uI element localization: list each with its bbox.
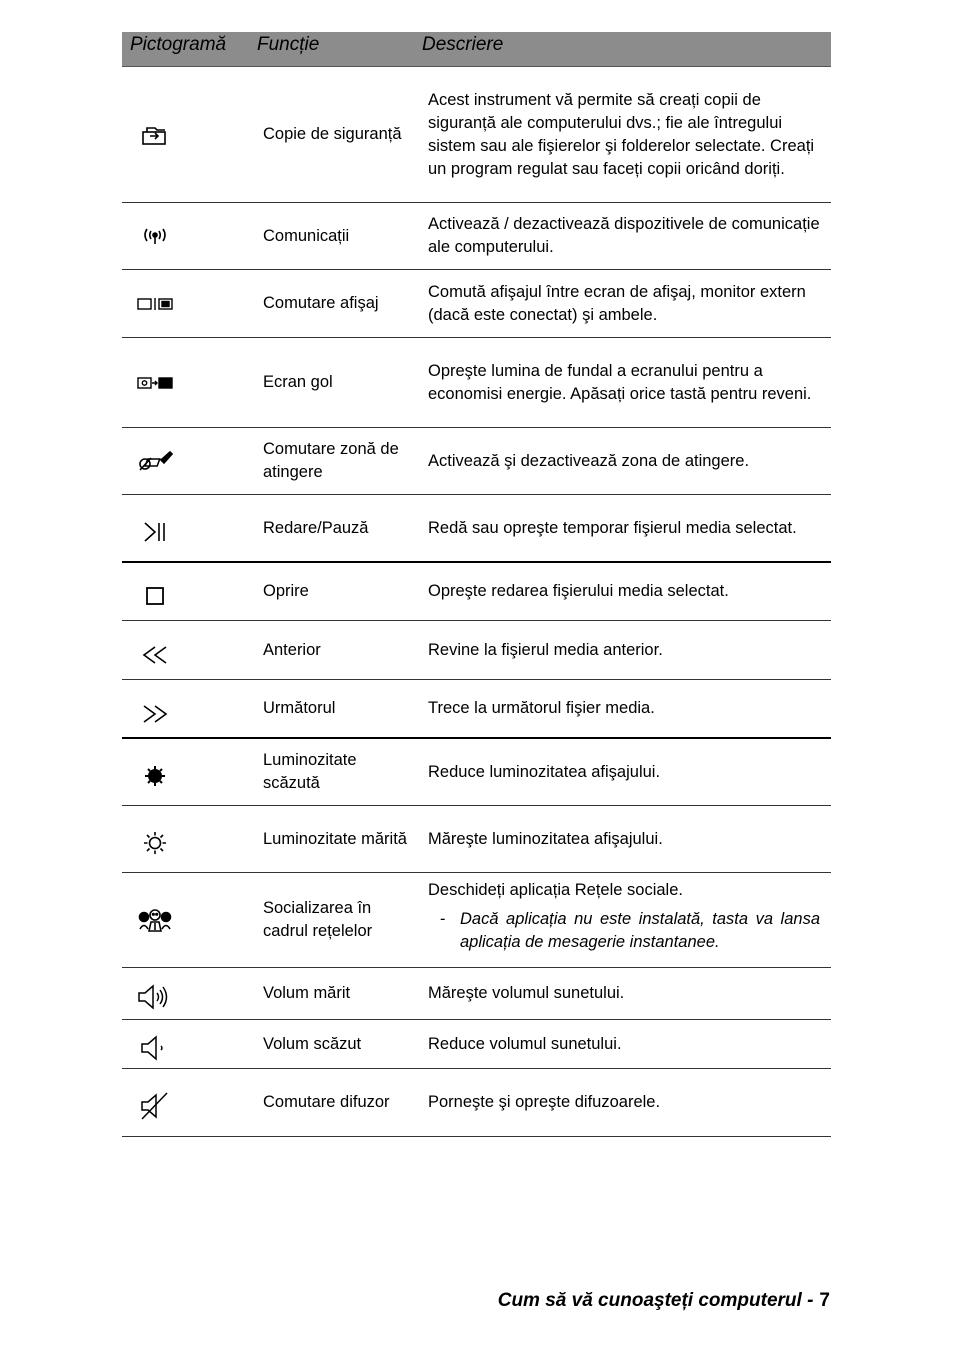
page-footer	[498, 1290, 830, 1312]
description-text: Reduce luminozitatea afişajului.	[428, 762, 661, 781]
function-label: Copie de siguranță	[263, 125, 402, 143]
function-label: Comutare afişaj	[263, 294, 379, 312]
description-text: Măreşte volumul sunetului.	[428, 984, 625, 1002]
next-icon	[122, 680, 188, 737]
description-text: Opreşte redarea fişierului media selectat.	[428, 582, 729, 600]
note	[428, 908, 820, 954]
table-row	[122, 680, 831, 739]
description-text: Activează şi dezactivează zona de atingere.	[428, 451, 750, 470]
function-label: Ecran gol	[263, 373, 333, 391]
function-label: Oprire	[263, 582, 309, 600]
table-row	[122, 1020, 831, 1069]
play-pause-icon	[122, 495, 188, 561]
table-row	[122, 873, 831, 968]
table-row	[122, 563, 831, 621]
description-text: Revine la fişierul media anterior.	[428, 640, 663, 659]
header-description: Descriere	[422, 34, 504, 55]
touchpad-toggle-icon	[122, 428, 188, 494]
table-row	[122, 1069, 831, 1137]
wireless-icon	[122, 203, 188, 269]
speaker-mute-icon	[122, 1069, 188, 1136]
volume-up-icon	[122, 968, 188, 1019]
screen-blank-icon	[122, 338, 188, 427]
header-icon: Pictogramă	[130, 34, 227, 55]
description-text: Redă sau opreşte temporar fişierul media selectat.	[428, 518, 797, 537]
stop-icon	[122, 563, 188, 620]
function-label: Luminozitate scăzută	[263, 751, 357, 792]
description-text: Trece la următorul fişier media.	[428, 699, 655, 717]
description-text: Măreşte luminozitatea afişajului.	[428, 829, 663, 848]
table-row	[122, 428, 831, 495]
table-row	[122, 495, 831, 563]
volume-down-icon	[122, 1020, 188, 1068]
function-label: Comutare difuzor	[263, 1093, 390, 1111]
function-label: Volum scăzut	[263, 1034, 362, 1053]
function-label: Comutare zonă de atingere	[263, 440, 399, 481]
function-label: Anterior	[263, 640, 321, 659]
function-label: Volum mărit	[263, 984, 351, 1002]
social-networks-icon	[122, 873, 188, 967]
table-row	[122, 203, 831, 270]
table-header	[122, 32, 831, 67]
table-row	[122, 806, 831, 873]
table-row	[122, 968, 831, 1020]
backup-icon	[122, 67, 188, 202]
description-text: Deschideți aplicația Rețele sociale.	[428, 881, 683, 899]
page-number: 7	[819, 1290, 830, 1311]
description-text: Opreşte lumina de fundal a ecranului pentru a economisi energie. Apăsați orice tastă pentru reveni.	[428, 361, 812, 403]
table-row	[122, 338, 831, 428]
description-text: Porneşte şi opreşte difuzoarele.	[428, 1093, 661, 1111]
previous-icon	[122, 621, 188, 679]
function-label: Următorul	[263, 699, 336, 717]
footer-title: Cum să vă cunoaşteți computerul -	[497, 1290, 814, 1311]
description-text: Acest instrument vă permite să creați copii de siguranță ale computerului dvs.; fie ale întregului sistem sau ale fişierelor şi folderelor selectate. Creați un program regulat sau faceți copii oricând doriți.	[428, 90, 815, 178]
function-label: Redare/Pauză	[263, 518, 369, 537]
note-dash: -	[440, 910, 446, 928]
brightness-down-icon	[122, 739, 188, 805]
display-toggle-icon	[122, 270, 188, 337]
function-label: Comunicații	[263, 226, 350, 245]
table-row	[122, 67, 831, 203]
note-text: Dacă aplicația nu este instalată, tasta va lansa aplicația de mesagerie instantanee.	[460, 910, 820, 951]
function-label: Luminozitate mărită	[263, 829, 407, 848]
hotkey-table	[122, 32, 831, 1137]
table-row	[122, 270, 831, 338]
table-row	[122, 621, 831, 680]
header-function: Funcție	[257, 34, 320, 55]
description-text: Reduce volumul sunetului.	[428, 1034, 622, 1053]
brightness-up-icon	[122, 806, 188, 872]
description-text: Activează / dezactivează dispozitivele de comunicație ale computerului.	[428, 215, 820, 256]
function-label: Socializarea în cadrul rețelelor	[263, 899, 373, 940]
description-text: Comută afişajul între ecran de afişaj, monitor extern (dacă este conectat) şi ambele.	[428, 282, 806, 324]
table-row	[122, 739, 831, 806]
